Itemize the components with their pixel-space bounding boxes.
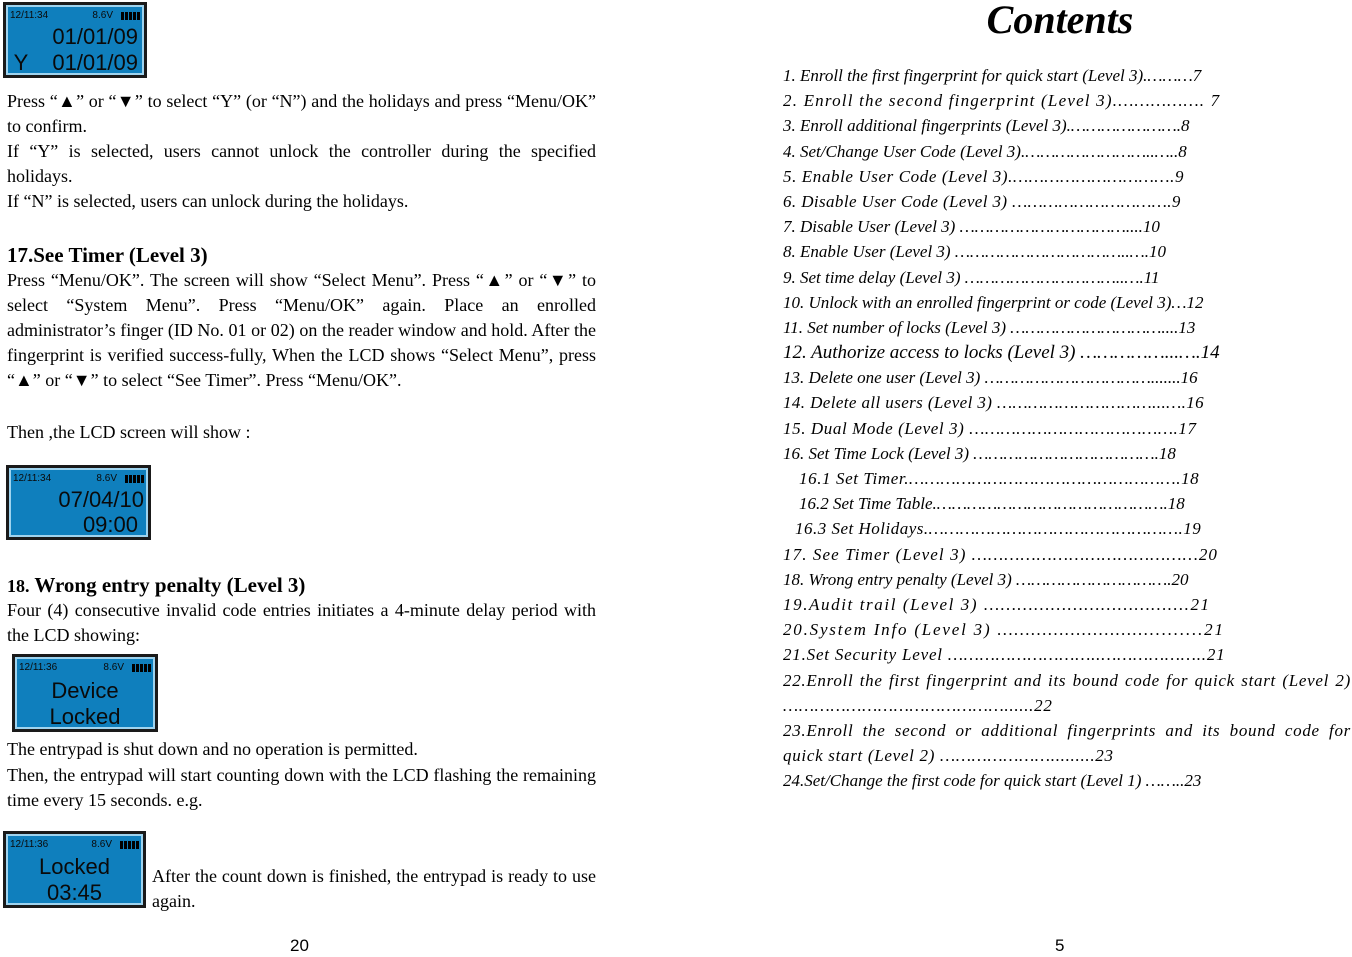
toc-entry[interactable]: 19.Audit trail (Level 3) ……………………………….21 [783, 594, 1211, 614]
page-number-left: 20 [290, 936, 309, 955]
toc-entry[interactable]: 11. Set number of locks (Level 3) …………………………....13 [783, 317, 1196, 337]
heading-text: Wrong entry penalty (Level 3) [29, 573, 306, 597]
lcd-line-1: Device [51, 678, 119, 703]
lcd-line-1: 07/04/10 [58, 487, 144, 512]
toc-entry[interactable]: 9. Set time delay (Level 3) …………………………..….11 [783, 267, 1160, 287]
toc-entry[interactable]: 15. Dual Mode (Level 3) ………………………………….17 [783, 418, 1197, 438]
table-of-contents [783, 63, 1352, 793]
lcd-countdown-display [3, 831, 146, 908]
toc-entry[interactable]: 3. Enroll additional fingerprints (Level 3).………………….8 [783, 116, 1190, 136]
lcd-voltage: 8.6V [96, 473, 117, 484]
paragraph-holiday-2: If “Y” is selected, users cannot unlock the controller during the specified holidays. [7, 141, 596, 186]
lcd-holiday-display [3, 2, 147, 78]
toc-entry[interactable]: 16.3 Set Holidays.………………………………………….19 [795, 519, 1202, 539]
toc-entry[interactable]: 12. Authorize access to locks (Level 3) ……………...….14 [783, 342, 1220, 364]
lcd-voltage: 8.6V [103, 662, 124, 673]
toc-entry[interactable]: 24.Set/Change the first code for quick start (Level 1) ……..23 [783, 770, 1202, 790]
paragraph-shut-down: The entrypad is shut down and no operation is permitted. [7, 739, 418, 759]
lcd-time: 12/11:36 [10, 839, 49, 850]
toc-entry[interactable]: 23.Enroll the second or additional fingerprints and its bound code for quick start (Level 2) ………………….........23 [783, 720, 1351, 765]
toc-entry[interactable]: 18. Wrong entry penalty (Level 3) ………………………….20 [783, 569, 1189, 589]
lcd-status-bar [10, 838, 139, 851]
toc-entry[interactable]: 17. See Timer (Level 3) ……………………………………20 [783, 544, 1219, 564]
toc-entry[interactable]: 16.1 Set Timer.…………………………………………….18 [799, 469, 1200, 488]
paragraph-wrong-entry: Four (4) consecutive invalid code entries initiates a 4-minute delay period with the LCD showing: [7, 600, 596, 645]
heading-see-timer: 17.See Timer (Level 3) [7, 243, 208, 267]
toc-entry[interactable]: 22.Enroll the first fingerprint and its bound code for quick start (Level 2) ……………………………………......22 [783, 670, 1351, 715]
lcd-locked-display [12, 654, 158, 732]
paragraph-see-timer: Press “Menu/OK”. The screen will show “Select Menu”. Press “▲” or “▼” to select “System Menu”. Press “Menu/OK” again. Place an enrolled administrator’s finger (ID No. 01 or 02) on the reader window and hold. After the fingerprint is verified success-fully, When the LCD shows “Select Menu”, press “▲” or “▼” to select “See Timer”. Press “Menu/OK”. [7, 270, 596, 390]
heading-number: 18. [7, 576, 30, 596]
toc-entry[interactable]: 7. Disable User (Level 3) ……………………………....10 [783, 217, 1160, 237]
battery-icon [125, 475, 144, 483]
lcd-line-2: 03:45 [46, 880, 103, 905]
lcd-line-2: 09:00 [82, 512, 138, 537]
paragraph-counting-down: Then, the entrypad will start counting down with the LCD flashing the remaining time every 15 seconds. e.g. [7, 765, 596, 810]
toc-entry[interactable]: 8. Enable User (Level 3) ……………………………..….10 [783, 242, 1166, 262]
toc-entry[interactable]: 4. Set/Change User Code (Level 3).……………………..…..8 [783, 141, 1187, 161]
toc-entry[interactable]: 20.System Info (Level 3) ……………………….........21 [783, 620, 1225, 640]
lcd-voltage: 8.6V [92, 10, 113, 21]
lcd-status-bar [13, 472, 144, 485]
lcd-status-bar [19, 661, 151, 674]
lcd-line-1: Locked [39, 854, 110, 879]
toc-entry[interactable]: 13. Delete one user (Level 3) …………………………….......16 [783, 368, 1198, 388]
lcd-time: 12/11:34 [13, 473, 52, 484]
contents-title: Contents [986, 0, 1134, 42]
toc-entry[interactable]: 21.Set Security Level ………………………..………………..21 [783, 645, 1226, 665]
lcd-line-2: Y 01/01/09 [13, 50, 138, 75]
toc-entry[interactable]: 10. Unlock with an enrolled fingerprint or code (Level 3)…12 [783, 292, 1204, 312]
toc-entry[interactable]: 2. Enroll the second fingerprint (Level 3).……………. 7 [783, 91, 1221, 111]
lcd-time: 12/11:36 [19, 662, 58, 673]
battery-icon [120, 841, 139, 849]
paragraph-ready: After the count down is finished, the entrypad is ready to use again. [152, 866, 596, 911]
paragraph-see-timer-2: Then ,the LCD screen will show : [7, 422, 251, 442]
lcd-time: 12/11:34 [10, 10, 49, 21]
lcd-timer-display [6, 465, 151, 540]
toc-entry[interactable]: 5. Enable User Code (Level 3).………………………….9 [783, 166, 1185, 186]
lcd-status-bar [10, 9, 140, 22]
toc-entry[interactable]: 16. Set Time Lock (Level 3) ……………………………….18 [783, 443, 1176, 463]
lcd-line-2: Locked [49, 704, 121, 729]
battery-icon [121, 12, 140, 20]
paragraph-holiday-3: If “N” is selected, users can unlock during the holidays. [7, 191, 409, 211]
lcd-voltage: 8.6V [91, 839, 112, 850]
toc-entry[interactable]: 16.2 Set Time Table.……………………………………….18 [799, 494, 1185, 514]
page-number-right: 5 [1055, 936, 1065, 955]
battery-icon [132, 664, 151, 672]
heading-wrong-entry [7, 572, 305, 599]
toc-entry[interactable]: 6. Disable User Code (Level 3) ………………………….9 [783, 191, 1181, 211]
toc-entry[interactable]: 14. Delete all users (Level 3) …………………………...….16 [783, 393, 1205, 413]
lcd-line-1: 01/01/09 [52, 24, 138, 49]
toc-entry[interactable]: 1. Enroll the first fingerprint for quick start (Level 3).………7 [783, 66, 1202, 85]
paragraph-holiday-1: Press “▲” or “▼” to select “Y” (or “N”) and the holidays and press “Menu/OK” to confirm. [7, 91, 596, 136]
